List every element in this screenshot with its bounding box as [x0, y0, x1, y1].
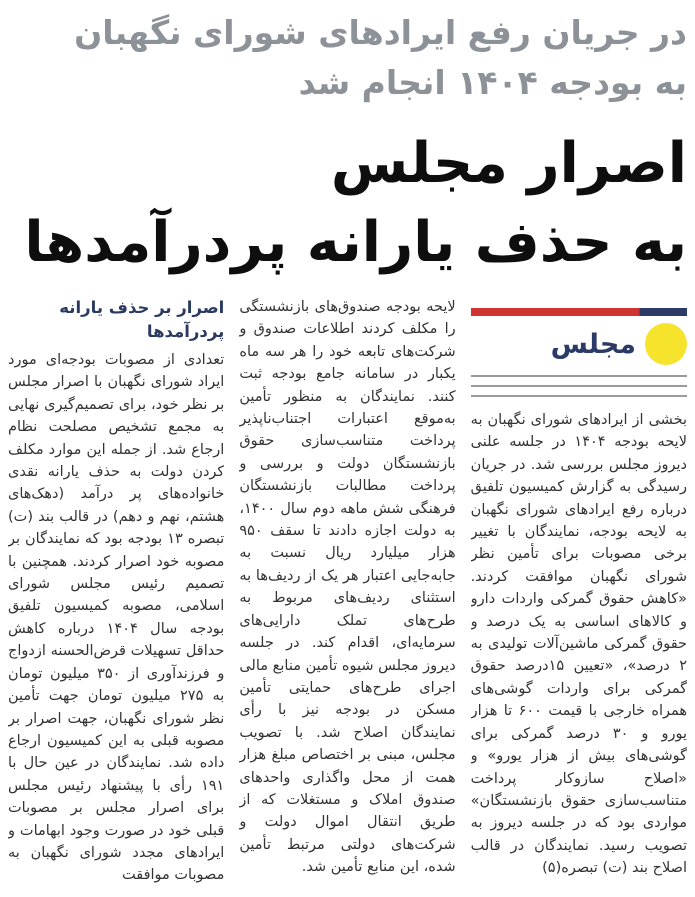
column-second — [239, 296, 455, 896]
article-text-column-2: لایحه بودجه صندوق‌های بازنشستگی را مکلف کردند اطلاعات صندوق و شرکت‌های تابعه خود را هر سه ماه یکبار در سامانه جامع بودجه ثبت کنند. نمایندگان به منظور تأمین به‌موقع اعتبارات اجتناب‌ناپذیر پرداخت متناسب‌سازی حقوق بازنشستگان دولت و بررسی و پرداخت مطالبات بازنشستگان فرهنگی شش ماهه دوم سال ۱۴۰۰، به دولت اجازه دادند تا سقف ۹۵۰ هزار میلیارد ریال نسبت به جابه‌جایی اعتبار هر یک از ردیف‌ها به استثنای ردیف‌های مربوط به طرح‌های تملک دارایی‌های سرمایه‌ای، اقدام کند. در جلسه دیروز مجلس شیوه تأمین منابع مالی اجرای طرح‌های حمایتی تأمین مسکن در بودجه نیز با رأی نمایندگان اصلاح شد. با تصویب مجلس، مبنی بر اختصاص مبلغ هزار همت از محل واگذاری واحدهای صندوق املاک و مستغلات که از طریق انتقال اموال دولت و شرکت‌های دولتی مرتبط تأمین شده، این منابع تأمین شد. — [239, 299, 456, 876]
divider-rule — [471, 385, 687, 387]
column-first — [471, 296, 687, 896]
article-text-column-3: تعدادی از مصوبات بودجه‌ای مورد ایراد شورای نگهبان با اصرار مجلس بر نظر خود، برای تصمیم‌گیری نهایی به مجمع تشخیص مصلحت نظام ارجاع شد. از جمله این موارد مکلف کردن دولت به حذف یارانه نقدی خانواده‌های پر درآمد (دهک‌های هشتم، نهم و دهم) در قالب بند (ت) تبصره ۱۳ بودجه بود که نمایندگان بر مصوبه خود اصرار کردند. همچنین با تصمیم رئیس مجلس شورای اسلامی، مصوبه کمیسیون تلفیق بودجه سال ۱۴۰۴ درباره کاهش حداقل تسهیلات قرض‌الحسنه ازدواج و فرزندآوری از ۳۵۰ میلیون تومان به ۲۷۵ میلیون تومان جهت تأمین نظر شورای نگهبان، جهت اصرار بر مصوبه قبلی به این کمیسیون ارجاع داده شد. نمایندگان در عین حال با ۱۹۱ رأی با پیشنهاد رئیس مجلس برای اصرار مجلس بر مصوبات قبلی خود در صورت وجود ابهامات و ایرادهای مجدد شورای نگهبان به مصوبات موافقت — [8, 352, 225, 884]
section-badge — [471, 296, 687, 397]
headline — [8, 124, 687, 282]
kicker-line-1: در جریان رفع ایرادهای شورای نگهبان — [74, 13, 687, 52]
article-header — [8, 6, 687, 282]
article-text-column-1: بخشی از ایرادهای شورای نگهبان به لایحه بودجه ۱۴۰۴ در جلسه علنی دیروز مجلس بررسی شد. در جریان رسیدگی به گزارش کمیسیون تلفیق درباره رفع ایرادهای شورای نگهبان به لایحه بودجه، نمایندگان با تغییر برخی مصوبات برای تأمین نظر شورای نگهبان موافقت کردند. «کاهش حقوق گمرکی واردات دارو و کالاهای اساسی به یک درصد و حقوق گمرکی ماشین‌آلات تولیدی به ۲ درصد»، «تعیین ۱۵درصد حقوق گمرکی برای واردات گوشی‌های همراه خارجی با قیمت ۶۰۰ تا هزار یورو و ۳۰ درصد گمرکی برای گوشی‌های بیش از هزار یورو» و «اصلاح سازوکار پرداخت متناسب‌سازی حقوق بازنشستگان» مواردی بود که در جلسه دیروز به تصویب رسید. نمایندگان در قالب اصلاح بند (ت) تبصره(۵) — [470, 412, 687, 877]
divider-rule — [471, 375, 687, 377]
section-label: مجلس — [550, 328, 636, 360]
section-divider-rules — [471, 375, 687, 397]
section-bullet-icon — [645, 323, 687, 365]
section-badge-bar — [471, 308, 687, 316]
column-third — [8, 296, 224, 896]
kicker — [8, 6, 687, 108]
kicker-line-2: به بودجه ۱۴۰۴ انجام شد — [298, 63, 687, 102]
section-badge-row — [471, 323, 687, 365]
headline-line-2: به حذف یارانه پردرآمدها — [24, 210, 687, 275]
article-columns — [8, 296, 687, 896]
headline-line-1: اصرار مجلس — [330, 131, 687, 196]
divider-rule — [471, 395, 687, 397]
column-subhead: اصرار بر حذف یارانه پردرآمدها — [59, 298, 225, 341]
